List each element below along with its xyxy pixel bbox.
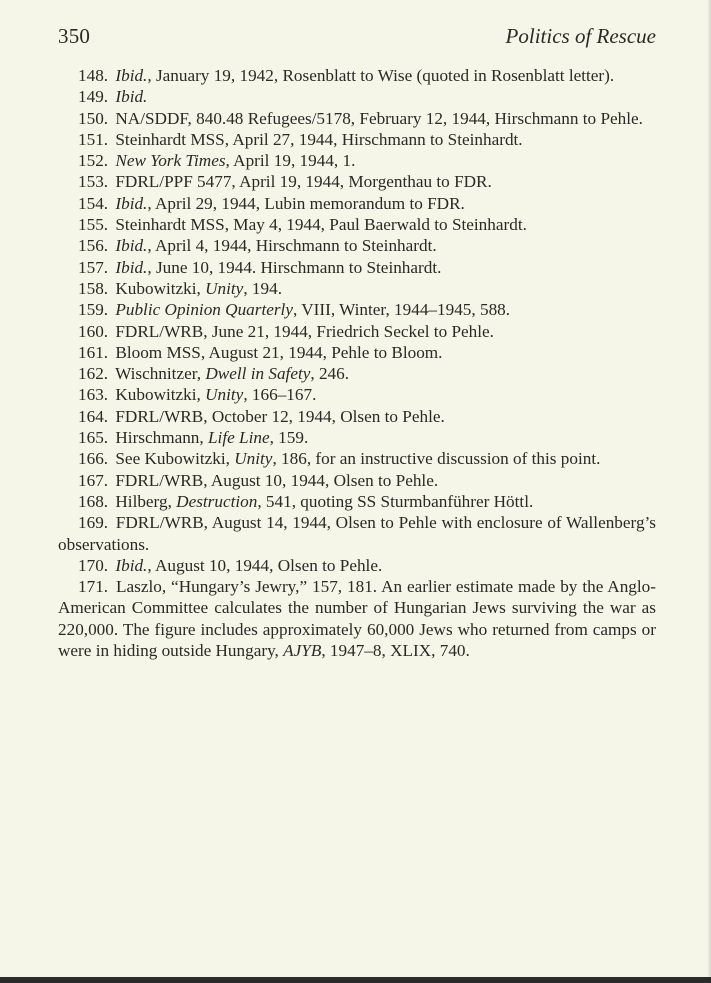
- endnote-text: Kubowitzki,: [115, 385, 206, 405]
- endnote-text: , August 10, 1944, Olsen to Pehle.: [147, 555, 383, 575]
- endnote-text: Hirschmann,: [115, 428, 208, 448]
- endnote-text: , April 19, 1944, 1.: [225, 151, 356, 171]
- endnote: [58, 257, 656, 278]
- endnote-text: See Kubowitzki,: [115, 449, 235, 469]
- page-number: 350: [58, 24, 91, 48]
- endnote-number: 167.: [78, 470, 109, 490]
- endnote-italic-title: AJYB: [283, 641, 322, 661]
- endnote-text: Wischnitzer,: [115, 364, 206, 384]
- endnote-text: Steinhardt MSS, May 4, 1944, Paul Baerwald to Steinhardt.: [115, 215, 527, 235]
- running-head: Politics of Rescue: [505, 24, 656, 48]
- endnote: [58, 108, 656, 129]
- endnote-text: , April 29, 1944, Lubin memorandum to FDR.: [147, 193, 465, 213]
- endnote-italic-title: Unity: [205, 385, 244, 405]
- endnote-italic-title: Ibid.: [115, 236, 148, 256]
- endnote-text: , 541, quoting SS Sturmbanführer Höttl.: [257, 491, 534, 511]
- endnote: [58, 65, 656, 86]
- endnote-text: FDRL/PPF 5477, April 19, 1944, Morgenthau to FDR.: [115, 172, 492, 192]
- endnote: [58, 384, 656, 405]
- endnote-italic-title: Life Line: [207, 428, 270, 448]
- endnote-text: , January 19, 1942, Rosenblatt to Wise (quoted in Rosenblatt letter).: [147, 66, 615, 85]
- endnote-text: , 186, for an instructive discussion of this point.: [272, 449, 601, 469]
- endnote-text: Kubowitzki,: [115, 278, 206, 298]
- endnote: [58, 235, 656, 256]
- page-header: [58, 24, 656, 54]
- endnote-italic-title: Destruction: [176, 491, 258, 511]
- endnote: [58, 470, 656, 491]
- endnote-text: , 246.: [310, 364, 350, 384]
- endnote: [58, 321, 656, 342]
- endnote-number: 152.: [78, 151, 109, 171]
- endnote-italic-title: Ibid.: [115, 66, 148, 85]
- endnote-text: , 166–167.: [243, 385, 317, 405]
- endnote-italic-title: Dwell in Safety: [205, 364, 311, 384]
- endnote: [58, 576, 656, 661]
- endnote-number: 171.: [78, 577, 109, 597]
- endnote-number: 165.: [78, 428, 109, 448]
- endnote-number: 156.: [78, 236, 109, 256]
- endnote: [58, 278, 656, 299]
- endnote-text: , 194.: [243, 278, 282, 298]
- endnote-number: 168.: [78, 491, 109, 511]
- endnote-number: 163.: [78, 385, 109, 405]
- endnote-text: Hilberg,: [115, 491, 177, 511]
- endnote-number: 155.: [78, 215, 109, 235]
- endnote-text: , 159.: [269, 428, 309, 448]
- endnote-number: 157.: [78, 257, 109, 277]
- endnote-italic-title: Ibid.: [115, 87, 148, 107]
- endnote-italic-title: Ibid.: [115, 555, 148, 575]
- endnote-number: 161.: [78, 342, 109, 362]
- endnote-italic-title: Ibid.: [115, 193, 148, 213]
- endnote-number: 164.: [78, 406, 109, 426]
- endnote-text: , April 4, 1944, Hirschmann to Steinhardt.: [147, 236, 437, 256]
- endnote: [58, 193, 656, 214]
- endnote-text: FDRL/WRB, June 21, 1944, Friedrich Seckel to Pehle.: [115, 321, 494, 341]
- endnote-text: FDRL/WRB, October 12, 1944, Olsen to Pehle.: [115, 406, 445, 426]
- endnote-number: 149.: [78, 87, 109, 107]
- endnote: [58, 342, 656, 363]
- endnote-text: FDRL/WRB, August 10, 1944, Olsen to Pehle.: [115, 470, 439, 490]
- endnote: [58, 86, 656, 107]
- endnote: [58, 512, 656, 555]
- endnote: [58, 363, 656, 384]
- endnote: [58, 448, 656, 469]
- endnote-number: 150.: [78, 108, 109, 128]
- endnote: [58, 299, 656, 320]
- endnote: [58, 491, 656, 512]
- endnote-text: FDRL/WRB, August 14, 1944, Olsen to Pehle with enclosure of Wallenberg’s observations.: [58, 513, 657, 554]
- endnote-text: Bloom MSS, August 21, 1944, Pehle to Bloom.: [115, 342, 443, 362]
- endnote-number: 169.: [78, 513, 109, 533]
- endnote-number: 162.: [78, 364, 109, 384]
- endnote-number: 170.: [78, 555, 109, 575]
- endnote: [58, 214, 656, 235]
- viewer-bottom-bar: [0, 977, 711, 983]
- endnote-italic-title: Unity: [234, 449, 273, 469]
- endnote: [58, 427, 656, 448]
- endnote-number: 160.: [78, 321, 109, 341]
- endnote: [58, 171, 656, 192]
- endnote-number: 153.: [78, 172, 109, 192]
- endnote-text: NA/SDDF, 840.48 Refugees/5178, February 12, 1944, Hirschmann to Pehle.: [115, 108, 643, 128]
- endnote-italic-title: Ibid.: [115, 257, 148, 277]
- endnote-number: 154.: [78, 193, 109, 213]
- endnote: [58, 150, 656, 171]
- endnotes-list: [58, 65, 656, 661]
- endnote-text: , 1947–8, XLIX, 740.: [321, 641, 470, 661]
- endnote: [58, 555, 656, 576]
- endnote-text: Steinhardt MSS, April 27, 1944, Hirschmann to Steinhardt.: [115, 129, 523, 149]
- endnote: [58, 129, 656, 150]
- endnote-number: 148.: [78, 66, 109, 85]
- endnote-number: 159.: [78, 300, 109, 320]
- endnote-number: 158.: [78, 278, 109, 298]
- endnote-italic-title: Public Opinion Quarterly: [115, 300, 293, 320]
- endnote-text: , VIII, Winter, 1944–1945, 588.: [292, 300, 511, 320]
- endnote-italic-title: Unity: [205, 278, 244, 298]
- endnote-text: , June 10, 1944. Hirschmann to Steinhardt.: [147, 257, 442, 277]
- endnote-number: 151.: [78, 129, 109, 149]
- endnote-text: Laszlo, “Hungary’s Jewry,” 157, 181. An earlier estimate made by the Anglo-American Committee calculates the number of Hungarian Jews surviving the war as 220,000. The figure includes approximately 60,000 Jews who returned from camps or were in hiding outside Hungary,: [58, 577, 656, 661]
- endnote-italic-title: New York Times: [115, 151, 226, 171]
- endnote-number: 166.: [78, 449, 109, 469]
- endnote: [58, 406, 656, 427]
